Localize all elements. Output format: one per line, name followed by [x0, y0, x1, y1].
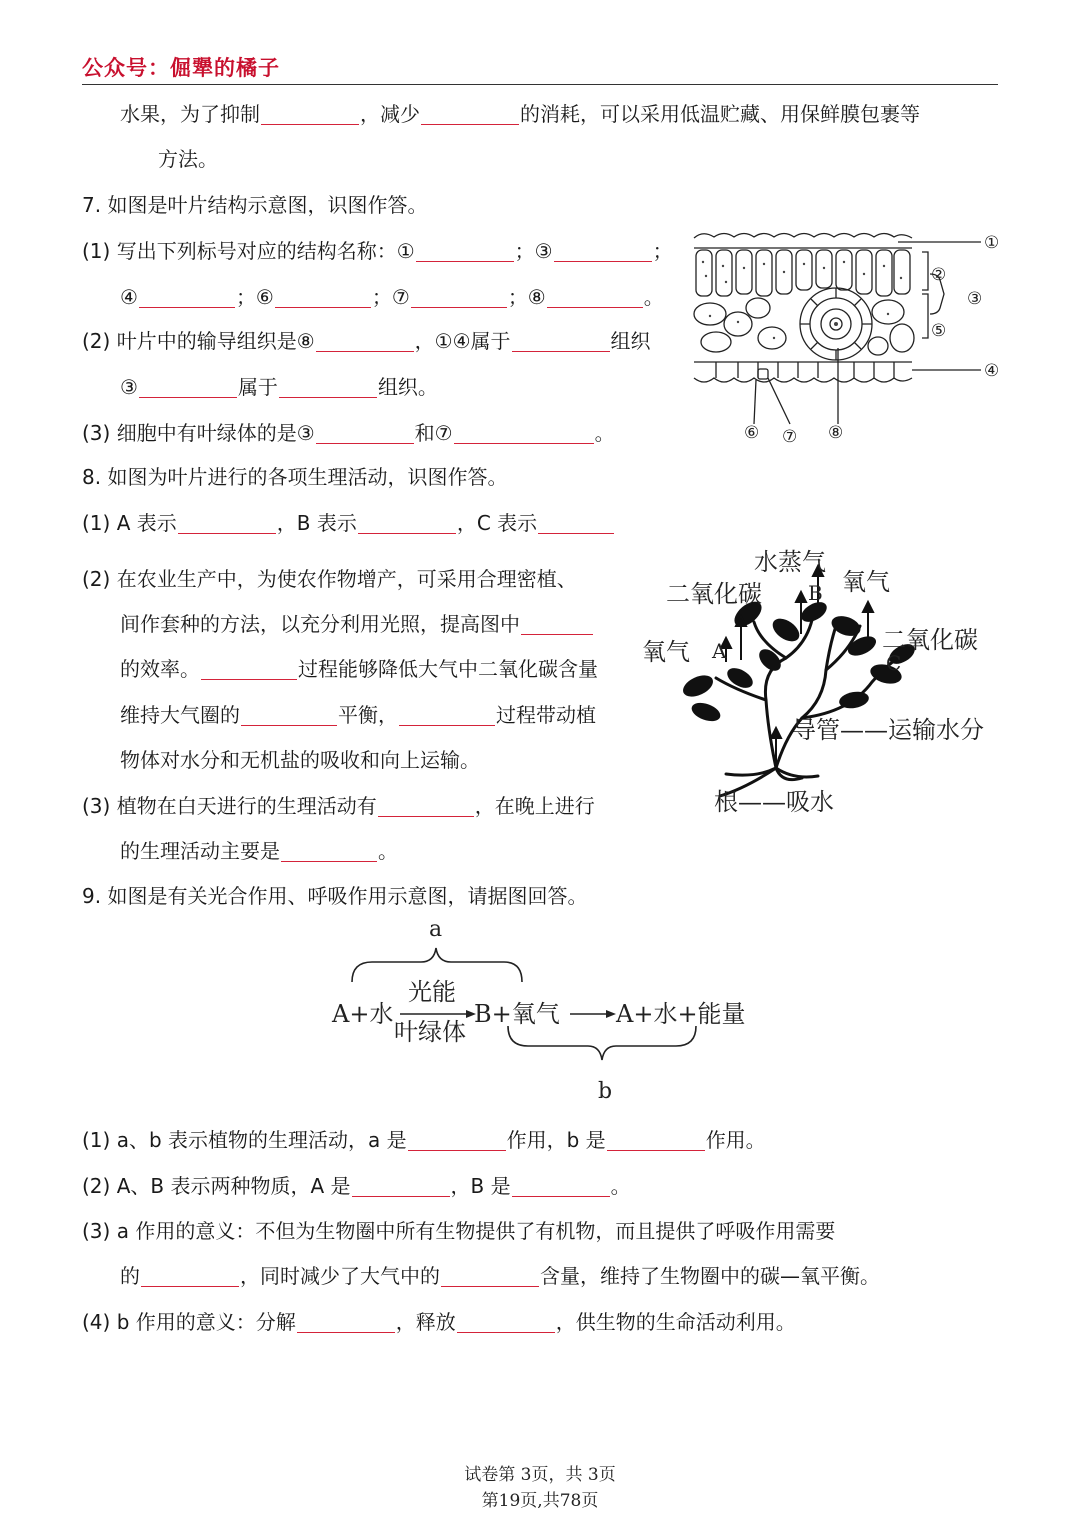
text: 。: [610, 1174, 631, 1198]
text: ，同时减少了大气中的: [240, 1264, 440, 1288]
text: 组织。: [377, 375, 438, 399]
answer-blank[interactable]: [316, 331, 414, 352]
footer-doc-page: 第19页,共78页: [481, 1491, 599, 1511]
text: 组织: [610, 329, 651, 353]
q7-title: 7. 如图是叶片结构示意图，识图作答。: [82, 193, 428, 217]
q9-part-2: [82, 1172, 631, 1200]
text: 水果，为了抑制: [120, 102, 260, 126]
text: 过程带动植: [496, 703, 596, 727]
text: 属于: [237, 375, 278, 399]
part-number: (1): [82, 239, 111, 263]
q9-part-3: [82, 1217, 835, 1245]
answer-blank[interactable]: [554, 241, 652, 262]
text: 平衡，: [338, 703, 398, 727]
answer-blank[interactable]: [408, 1130, 506, 1151]
text: A 表示: [116, 511, 177, 535]
q7-part-2b: [120, 373, 438, 401]
text: 植物在白天进行的生理活动有: [116, 794, 377, 818]
q6-line-1: [120, 100, 920, 128]
formula-right: A+水+能量: [616, 1000, 746, 1028]
text: ；: [652, 239, 673, 263]
text: a 作用的意义：不但为生物圈中所有生物提供了有机物，而且提供了呼吸作用需要: [116, 1219, 836, 1243]
q8-part-2-line-5: 物体对水分和无机盐的吸收和向上运输。: [120, 748, 480, 772]
text: 维持大气圈的: [120, 703, 240, 727]
answer-blank[interactable]: [297, 1312, 395, 1333]
answer-blank[interactable]: [352, 1176, 450, 1197]
label-co2-left: 二氧化碳: [666, 580, 762, 608]
answer-blank[interactable]: [378, 796, 474, 817]
label-root: 根——吸水: [714, 788, 834, 816]
text: ；③: [514, 239, 553, 263]
text: ④: [120, 285, 138, 309]
answer-blank[interactable]: [512, 331, 610, 352]
arrow-label-chloroplast: 叶绿体: [394, 1018, 466, 1046]
text: 的生理活动主要是: [120, 839, 280, 863]
q8-part-3-line-2: [120, 837, 398, 865]
leaf-label-3: ③: [967, 289, 983, 309]
text: ；⑦: [371, 285, 410, 309]
answer-blank[interactable]: [139, 287, 235, 308]
q8-part-2-line-1: [82, 565, 577, 593]
text: b 作用的意义：分解: [116, 1310, 296, 1334]
text: a、b 表示植物的生理活动，a 是: [116, 1128, 407, 1152]
part-number: (1): [82, 511, 111, 535]
text: 的: [120, 1264, 140, 1288]
leaf-structure-figure: [688, 228, 1014, 450]
q8-part-3: [82, 792, 595, 820]
text: 间作套种的方法，以充分利用光照，提高图中: [120, 612, 520, 636]
answer-blank[interactable]: [454, 423, 594, 444]
text: 过程能够降低大气中二氧化碳含量: [298, 657, 598, 681]
answer-blank[interactable]: [411, 287, 507, 308]
answer-blank[interactable]: [316, 423, 414, 444]
part-number: (3): [82, 1219, 111, 1243]
leaf-label-5: ⑤: [931, 321, 947, 341]
answer-blank[interactable]: [241, 705, 337, 726]
photosynthesis-respiration-figure: [326, 918, 756, 1104]
part-number: (2): [82, 1174, 111, 1198]
q9-part-1: [82, 1126, 766, 1154]
plant-activity-figure: [636, 540, 1020, 826]
text: ③: [120, 375, 138, 399]
leaf-label-7: ⑦: [782, 427, 798, 447]
leaf-label-4: ④: [984, 361, 1000, 381]
q9-part-3-line-2: [120, 1262, 880, 1290]
answer-blank[interactable]: [607, 1130, 705, 1151]
q6-line-2: 方法。: [158, 147, 218, 171]
text: 。: [643, 285, 664, 309]
answer-blank[interactable]: [261, 104, 359, 125]
answer-blank[interactable]: [512, 1176, 610, 1197]
label-co2-right: 二氧化碳: [882, 626, 978, 654]
text: ；⑥: [235, 285, 274, 309]
header-divider: [82, 84, 998, 85]
label-A: A: [712, 639, 727, 663]
answer-blank[interactable]: [139, 377, 237, 398]
part-number: (2): [82, 567, 111, 591]
text: ，供生物的生命活动利用。: [555, 1310, 796, 1334]
part-number: (4): [82, 1310, 111, 1334]
text: ，B 是: [450, 1174, 511, 1198]
text: 和⑦: [414, 421, 453, 445]
text: 作用。: [705, 1128, 766, 1152]
text: ，在晚上进行: [474, 794, 595, 818]
text: ，释放: [395, 1310, 456, 1334]
answer-blank[interactable]: [457, 1312, 555, 1333]
answer-blank[interactable]: [421, 104, 519, 125]
text: 在农业生产中，为使农作物增产，可采用合理密植、: [116, 567, 577, 591]
text: 的效率。: [120, 657, 200, 681]
text: ，B 表示: [276, 511, 357, 535]
footer-exam-page: 试卷第 3页，共 3页: [464, 1465, 616, 1485]
text: 含量，维持了生物圈中的碳—氧平衡。: [540, 1264, 880, 1288]
answer-blank[interactable]: [358, 513, 456, 534]
text: 写出下列标号对应的结构名称：①: [116, 239, 415, 263]
answer-blank[interactable]: [141, 1266, 239, 1287]
answer-blank[interactable]: [279, 377, 377, 398]
label-oxygen-left: 氧气: [642, 638, 690, 666]
q7-part-1b: [120, 283, 664, 311]
q9-part-4: [82, 1308, 796, 1336]
answer-blank[interactable]: [399, 705, 495, 726]
q7-part-1: [82, 237, 673, 265]
arrow-label-light: 光能: [408, 978, 456, 1006]
text: A、B 表示两种物质，A 是: [116, 1174, 351, 1198]
text: 叶片中的输导组织是⑧: [116, 329, 315, 353]
q7-part-3: [82, 419, 615, 447]
label-B: B: [808, 581, 823, 605]
leaf-label-6: ⑥: [744, 423, 760, 443]
label-water-vapor: 水蒸气: [754, 548, 826, 576]
q8-title: 8. 如图为叶片进行的各项生理活动，识图作答。: [82, 465, 508, 489]
q7-part-2: [82, 327, 651, 355]
text: 。: [594, 421, 615, 445]
label-oxygen-right: 氧气: [842, 568, 890, 596]
part-number: (1): [82, 1128, 111, 1152]
label-vessel: 导管——运输水分: [792, 716, 984, 744]
q8-part-1: [82, 509, 615, 537]
q8-part-2-line-4: [120, 701, 596, 729]
label-a: a: [429, 918, 443, 942]
answer-blank[interactable]: [538, 513, 614, 534]
text: ，减少: [360, 102, 420, 126]
text: 作用，b 是: [506, 1128, 606, 1152]
q8-part-2-line-2: [120, 610, 594, 638]
q9-title: 9. 如图是有关光合作用、呼吸作用示意图，请据图回答。: [82, 884, 588, 908]
text: 的消耗，可以采用低温贮藏、用保鲜膜包裹等: [520, 102, 920, 126]
answer-blank[interactable]: [201, 659, 297, 680]
text: ，C 表示: [456, 511, 538, 535]
leaf-label-2: ②: [931, 265, 947, 285]
leaf-label-8: ⑧: [828, 423, 844, 443]
q8-part-2-line-3: [120, 655, 598, 683]
text: ；⑧: [507, 285, 546, 309]
answer-blank[interactable]: [547, 287, 643, 308]
answer-blank[interactable]: [275, 287, 371, 308]
answer-blank[interactable]: [416, 241, 514, 262]
answer-blank[interactable]: [521, 614, 593, 635]
answer-blank[interactable]: [178, 513, 276, 534]
leaf-label-1: ①: [984, 233, 1000, 253]
text: 。: [378, 839, 398, 863]
part-number: (3): [82, 421, 111, 445]
formula-middle: B+氧气: [474, 1000, 560, 1028]
part-number: (2): [82, 329, 111, 353]
label-C: C: [886, 651, 902, 675]
part-number: (3): [82, 794, 111, 818]
formula-left: A+水: [332, 1000, 394, 1028]
answer-blank[interactable]: [441, 1266, 539, 1287]
answer-blank[interactable]: [281, 841, 377, 862]
text: 细胞中有叶绿体的是③: [116, 421, 315, 445]
text: ，①④属于: [414, 329, 511, 353]
page-header-title: 公众号：倔犟的橘子: [82, 56, 280, 80]
label-b: b: [598, 1079, 613, 1104]
